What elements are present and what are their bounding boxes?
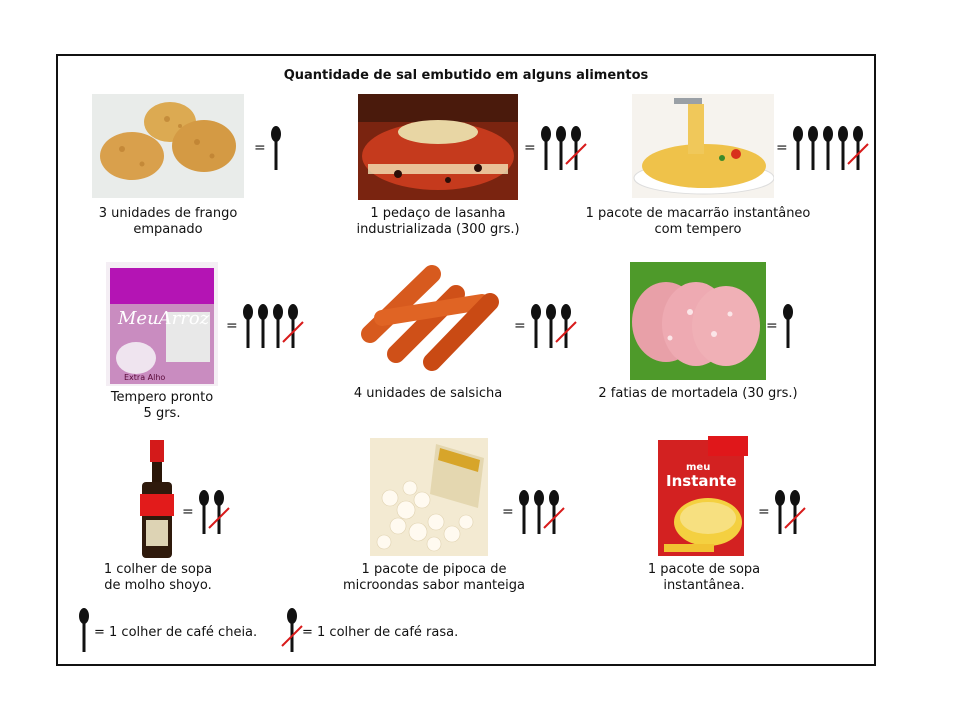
full-spoon-icon xyxy=(807,126,819,170)
popcorn-salt-equivalent xyxy=(502,490,560,534)
legend-half-spoon xyxy=(286,608,458,656)
chicken-nuggets-image xyxy=(92,94,244,198)
popcorn-image xyxy=(370,438,488,556)
spoon-group xyxy=(198,490,225,534)
full-spoon-icon xyxy=(270,126,282,170)
caption-line-2: de molho shoyo. xyxy=(104,578,212,593)
full-spoon-icon xyxy=(545,304,557,348)
spoon-group xyxy=(270,126,282,170)
soup-brand-text-2: Instante xyxy=(666,472,737,490)
full-spoon-icon xyxy=(782,304,794,348)
half-spoon-icon xyxy=(213,490,225,534)
caption-line-1: 1 pedaço de lasanha xyxy=(370,206,506,221)
caption-line-2: 5 grs. xyxy=(143,406,181,421)
caption-line-1: 1 pacote de macarrão instantâneo xyxy=(585,206,811,221)
infographic-title: Quantidade de sal embutido em alguns alimentos xyxy=(283,68,649,83)
full-spoon-icon xyxy=(530,304,542,348)
lasagna-salt-equivalent xyxy=(524,126,582,170)
full-spoon-icon xyxy=(198,490,210,534)
infographic-frame xyxy=(56,54,876,666)
spoon-group xyxy=(792,126,864,170)
full-spoon-icon xyxy=(774,490,786,534)
seasoning-box-image xyxy=(106,262,218,386)
sausages-image xyxy=(352,262,502,372)
lasagna-image xyxy=(358,94,518,200)
full-spoon-icon xyxy=(78,608,90,652)
equals-sign: = xyxy=(514,318,526,334)
soup-caption xyxy=(604,562,804,594)
sausages-salt-equivalent xyxy=(514,304,572,348)
mortadella-caption xyxy=(588,386,808,402)
caption-line-2: empanado xyxy=(133,222,203,237)
half-spoon-icon xyxy=(286,608,298,652)
equals-sign: = xyxy=(226,318,238,334)
full-spoon-icon xyxy=(837,126,849,170)
half-spoon-icon xyxy=(852,126,864,170)
lasagna-caption xyxy=(328,206,548,238)
full-spoon-icon xyxy=(555,126,567,170)
spoon-group xyxy=(242,304,299,348)
caption-line-2: instantânea. xyxy=(663,578,745,593)
half-spoon-icon xyxy=(548,490,560,534)
seasoning-caption xyxy=(62,390,262,422)
caption-line-2: industrializada (300 grs.) xyxy=(356,222,520,237)
half-spoon-icon xyxy=(560,304,572,348)
full-spoon-icon xyxy=(540,126,552,170)
popcorn-caption xyxy=(324,562,544,594)
noodles-salt-equivalent xyxy=(776,126,864,170)
full-spoon-icon xyxy=(242,304,254,348)
equals-sign: = xyxy=(254,140,266,156)
full-spoon-icon xyxy=(272,304,284,348)
sausages-caption xyxy=(328,386,528,402)
legend-full-text: = 1 colher de café cheia. xyxy=(94,624,258,640)
instant-soup-image xyxy=(656,436,750,558)
caption-line-1: 1 pacote de pipoca de xyxy=(361,562,507,577)
caption-line-1: 4 unidades de salsicha xyxy=(353,386,503,401)
nuggets-caption xyxy=(68,206,268,238)
soup-salt-equivalent xyxy=(758,490,801,534)
caption-line-2: microondas sabor manteiga xyxy=(343,578,525,593)
spoon-group xyxy=(540,126,582,170)
half-spoon-icon xyxy=(570,126,582,170)
full-spoon-icon xyxy=(822,126,834,170)
equals-sign: = xyxy=(502,504,514,520)
half-spoon-icon xyxy=(287,304,299,348)
full-spoon-icon xyxy=(257,304,269,348)
seasoning-brand-text: MeuArroz xyxy=(118,308,210,329)
caption-line-1: 3 unidades de frango xyxy=(98,206,238,221)
spoon-group xyxy=(518,490,560,534)
soy-caption xyxy=(68,562,248,594)
seasoning-sub-text: Extra Alho xyxy=(124,373,166,382)
noodles-caption xyxy=(578,206,818,238)
equals-sign: = xyxy=(766,318,778,334)
full-spoon-icon xyxy=(78,608,90,656)
spoon-group xyxy=(530,304,572,348)
caption-line-1: 1 pacote de sopa xyxy=(647,562,761,577)
spoon-group xyxy=(774,490,801,534)
legend-half-text: = 1 colher de café rasa. xyxy=(302,624,459,640)
legend-full-spoon xyxy=(78,608,257,656)
equals-sign: = xyxy=(776,140,788,156)
half-spoon-icon xyxy=(789,490,801,534)
soy-sauce-image xyxy=(138,436,178,560)
mortadella-image xyxy=(630,262,766,380)
caption-line-2: com tempero xyxy=(654,222,742,237)
full-spoon-icon xyxy=(518,490,530,534)
full-spoon-icon xyxy=(792,126,804,170)
spoon-group xyxy=(782,304,794,348)
noodles-image xyxy=(632,94,774,198)
equals-sign: = xyxy=(182,504,194,520)
caption-line-1: Tempero pronto xyxy=(110,390,214,405)
equals-sign: = xyxy=(758,504,770,520)
caption-line-1: 2 fatias de mortadela (30 grs.) xyxy=(598,386,798,401)
nuggets-salt-equivalent xyxy=(254,126,282,170)
full-spoon-icon xyxy=(533,490,545,534)
caption-line-1: 1 colher de sopa xyxy=(103,562,213,577)
half-spoon-icon xyxy=(286,608,298,656)
equals-sign: = xyxy=(524,140,536,156)
soup-brand-text-1: meu xyxy=(686,462,711,473)
seasoning-salt-equivalent xyxy=(226,304,299,348)
soy-salt-equivalent xyxy=(182,490,225,534)
mortadella-salt-equivalent xyxy=(766,304,794,348)
